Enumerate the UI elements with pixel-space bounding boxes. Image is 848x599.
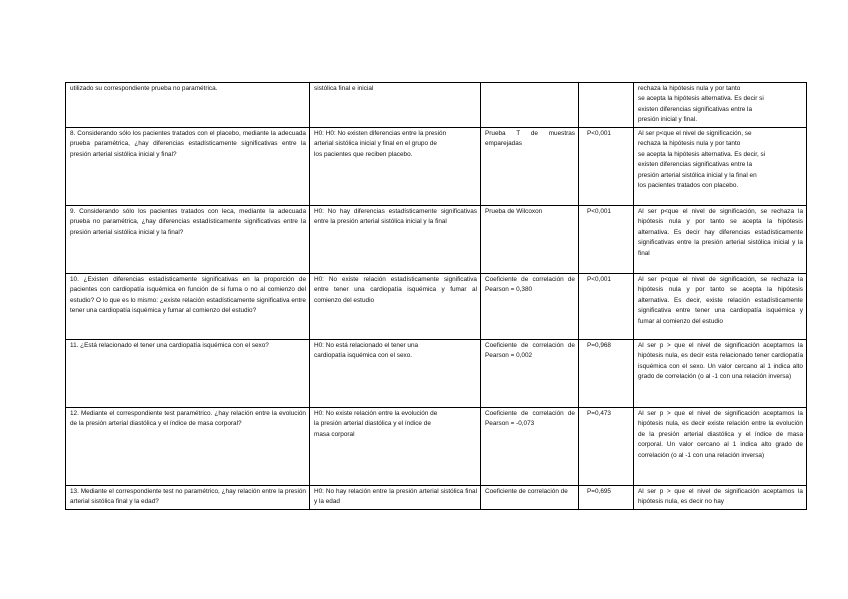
hypothesis-cell: sistólica final e inicial (310, 83, 481, 128)
p-value-cell: P=0,968 (579, 340, 634, 408)
table-row (66, 486, 807, 510)
p-value-cell: P<0,001 (579, 206, 634, 274)
result-cell: Al ser p<que el nivel de significación, se rechaza la hipótesis nula y por tanto se acepta la hipótesis alternativa. Es decir hay diferencias estadísticamente significativas entre la presión arterial sistólica inicial y la final (634, 206, 807, 274)
table-row (66, 83, 807, 128)
result-cell: Al ser p > que el nivel de significación aceptamos la hipótesis nula, es decir no hay (634, 486, 807, 510)
hypothesis-cell: H0: H0: No existen diferencias entre la presión arterial sistólica inicial y final en el grupo de los pacientes que reciben placebo. (310, 128, 481, 206)
question-cell: 8. Considerando sólo los pacientes tratados con el placebo, mediante la adecuada prueba paramétrica, ¿hay diferencias estadísticamente significativas entre la presión arterial sistólica inicial y final? (66, 128, 310, 206)
hypothesis-cell: H0: No existe relación entre la evolución de la presión arterial diastólica y el índice de masa corporal (310, 408, 481, 486)
question-cell: 13. Mediante el correspondiente test no paramétrico, ¿hay relación entre la presión arterial sistólica final y la edad? (66, 486, 310, 510)
test-cell: Coeficiente de correlación de Pearson = 0,380 (481, 274, 579, 340)
hypothesis-cell: H0: No hay relación entre la presión arterial sistólica final y la edad (310, 486, 481, 510)
statistics-table (65, 82, 807, 510)
table-row (66, 408, 807, 486)
hypothesis-cell: H0: No está relacionado el tener una cardiopatía isquémica con el sexo. (310, 340, 481, 408)
hypothesis-cell: H0: No hay diferencias estadísticamente significativas entre la presión arterial sistólica inicial y la final (310, 206, 481, 274)
result-cell: Al ser p<que el nivel de significación, se rechaza la hipótesis nula y por tanto se acepta la hipótesis alternativa. Es decir, si existen diferencias significativas entre la presión arterial sistólica inicial y la final en los pacientes tratados con placebo. (634, 128, 807, 206)
p-value-cell: P=0,473 (579, 408, 634, 486)
test-cell: Coeficiente de correlación de (481, 486, 579, 510)
question-cell: 10. ¿Existen diferencias estadísticamente significativas en la proporción de pacientes con cardiopatía isquémica en función de si fuma o no al comienzo del estudio? O lo que es lo mismo: ¿existe relación estadísticamente significativa entre tener una cardiopatía isquémica y fumar al comienzo del estudio? (66, 274, 310, 340)
table-row (66, 206, 807, 274)
p-value-cell (579, 83, 634, 128)
question-cell: 11. ¿Está relacionado el tener una cardiopatía isquémica con el sexo? (66, 340, 310, 408)
p-value-cell: P=0,695 (579, 486, 634, 510)
result-cell: rechaza la hipótesis nula y por tanto se acepta la hipótesis alternativa. Es decir si existen diferencias significativas entre la presión inicial y final. (634, 83, 807, 128)
result-cell: Al ser p<que el nivel de significación, se rechaza la hipótesis nula y por tanto se acepta la hipótesis alternativa. Es decir, existe relación estadísticamente significativa entre tener una cardiopatía isquémica y fumar al comienzo del estudio (634, 274, 807, 340)
question-cell: 12. Mediante el correspondiente test paramétrico. ¿hay relación entre la evolución de la presión arterial diastólica y el índice de masa corporal? (66, 408, 310, 486)
test-cell: Prueba de Wilcoxon (481, 206, 579, 274)
test-cell: Coeficiente de correlación de Pearson = 0,002 (481, 340, 579, 408)
result-cell: Al ser p > que el nivel de significación aceptamos la hipótesis nula, es decir esta relacionado tener cardiopatía isquémica con el sexo. Un valor cercano al 1 indica alto grado de correlación (o al -1 con una relación inversa) (634, 340, 807, 408)
test-cell: Prueba T de muestras emparejadas (481, 128, 579, 206)
test-cell (481, 83, 579, 128)
table-row (66, 274, 807, 340)
table-row (66, 128, 807, 206)
question-cell: 9. Considerando sólo los pacientes tratados con leca, mediante la adecuada prueba no paramétrica, ¿hay diferencias estadísticamente significativas entre la presión arterial sistólica inicial y la final? (66, 206, 310, 274)
question-cell: utilizado su correspondiente prueba no paramétrica. (66, 83, 310, 128)
test-cell: Coeficiente de correlación de Pearson = -0,073 (481, 408, 579, 486)
table-row (66, 340, 807, 408)
result-cell: Al ser p > que el nivel de significación aceptamos la hipótesis nula, es decir existe relación entre la evolución de la presión arterial diastólica y el índice de masa corporal. Un valor cercano al 1 indica alto grado de correlación (o al -1 con una relación inversa) (634, 408, 807, 486)
p-value-cell: P<0,001 (579, 274, 634, 340)
p-value-cell: P<0,001 (579, 128, 634, 206)
hypothesis-cell: H0: No existe relación estadísticamente significativa entre tener una cardiopatía isquémica y fumar al comienzo del estudio (310, 274, 481, 340)
